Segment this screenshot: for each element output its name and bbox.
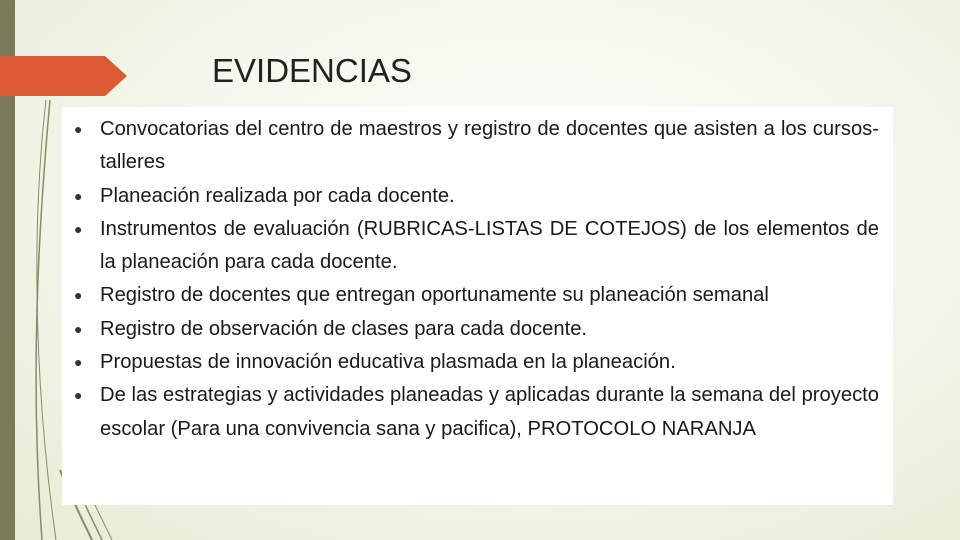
list-item-text: De las estrategias y actividades planeadas y aplicadas durante la semana del proyecto escolar (Para una convivencia sana y pacifica), PROTOCOLO NARANJA <box>100 384 879 440</box>
list-item <box>74 313 879 346</box>
list-item <box>74 346 879 379</box>
list-item-text: Planeación realizada por cada docente. <box>100 184 455 207</box>
list-item-text: Registro de observación de clases para cada docente. <box>100 317 588 340</box>
bullet-dot-icon: ● <box>74 220 83 237</box>
bullet-list <box>74 113 879 446</box>
list-item <box>74 379 879 446</box>
list-item <box>74 279 879 312</box>
bullet-dot-icon: ● <box>74 354 83 371</box>
list-item <box>74 180 879 213</box>
bullet-dot-icon: ● <box>74 187 83 204</box>
list-item-text: Instrumentos de evaluación (RUBRICAS-LISTAS DE COTEJOS) de los elementos de la planeación para cada docente. <box>100 217 879 274</box>
bullet-dot-icon: ● <box>74 387 83 404</box>
bullet-dot-icon: ● <box>74 121 83 137</box>
list-item-text: Convocatorias del centro de maestros y registro de docentes que asisten a los cursos-talleres <box>100 118 879 174</box>
content-box <box>62 107 893 505</box>
list-item <box>74 113 879 180</box>
bullet-dot-icon: ● <box>74 287 83 304</box>
list-item-text: Registro de docentes que entregan oportunamente su planeación semanal <box>100 284 769 307</box>
list-item <box>74 213 879 280</box>
title-arrow-accent <box>0 56 127 96</box>
bullet-dot-icon: ● <box>74 320 83 337</box>
list-item-text: Propuestas de innovación educativa plasmada en la planeación. <box>100 351 676 374</box>
slide-title: EVIDENCIAS <box>212 52 412 89</box>
